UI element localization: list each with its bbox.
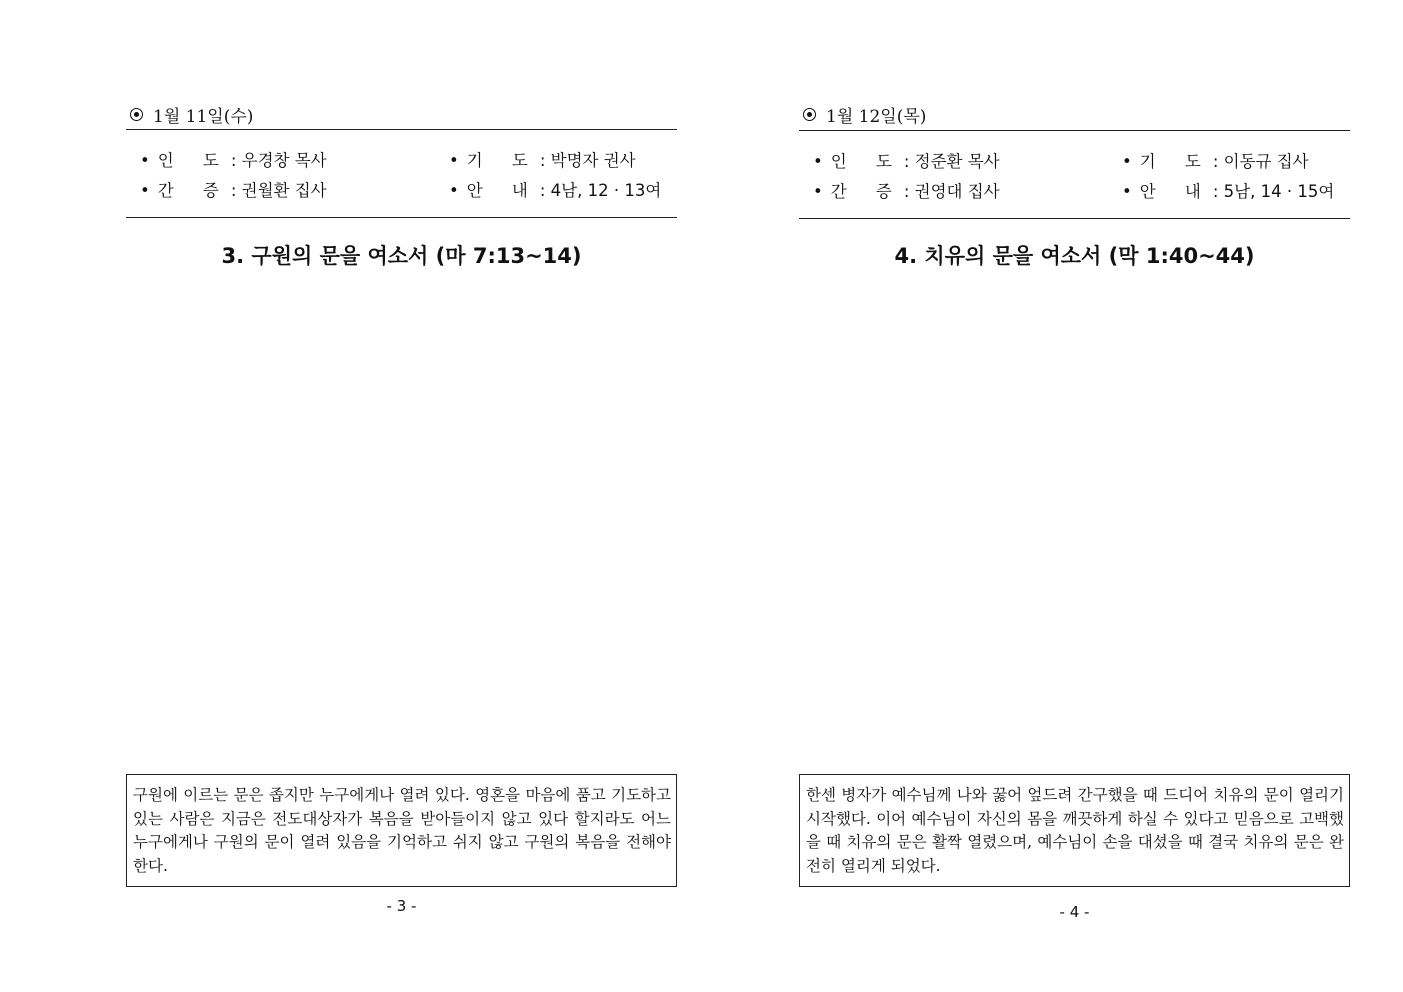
sermon-title: 3. 구원의 문을 여소서 (마 7:13~14) [221, 244, 582, 268]
sermon-title: 4. 치유의 문을 여소서 (막 1:40~44) [894, 244, 1255, 268]
page-left [126, 0, 677, 992]
summary-box: 구원에 이르는 문은 좁지만 누구에게나 열려 있다. 영혼을 마음에 품고 기도하고 있는 사람은 지금은 전도대상자가 복음을 받아들이지 않고 있다 할지라도 어느 누구에게나 구원의 문이 열려 있음을 기억하고 쉬지 않고 구원의 복음을 전해야한다. [126, 774, 677, 887]
dot-bullet-icon: • [449, 151, 459, 170]
info-lead: • 인 도: 정준환 목사 [813, 152, 1000, 171]
dot-bullet-icon: • [813, 152, 823, 171]
info-guide: • 안 내: 4남, 12 · 13여 [449, 181, 662, 200]
summary-box: 한센 병자가 예수님께 나와 꿇어 엎드려 간구했을 때 드디어 치유의 문이 열리기 시작했다. 이어 예수님이 자신의 몸을 깨끗하게 하실 수 있다고 믿음으로 고백했을 때 치유의 문은 활짝 열렸으며, 예수님이 손을 대셨을 때 결국 치유의 문은 완전히 열리게 되었다. [799, 774, 1350, 887]
dot-bullet-icon: • [140, 181, 150, 200]
page-right [799, 0, 1350, 992]
date-header [803, 102, 926, 127]
divider-bottom [126, 217, 677, 218]
info-prayer: • 기 도: 이동규 집사 [1122, 152, 1309, 171]
info-lead: • 인 도: 우경창 목사 [140, 151, 327, 170]
divider-top [799, 130, 1350, 131]
circle-bullet-icon [130, 108, 143, 121]
dot-bullet-icon: • [449, 181, 459, 200]
info-prayer: • 기 도: 박명자 권사 [449, 151, 636, 170]
divider-bottom [799, 218, 1350, 219]
circle-bullet-icon [803, 108, 816, 121]
date-header [130, 102, 253, 127]
info-testimony: • 간 증: 권월환 집사 [140, 181, 327, 200]
page-number: - 4 - [1059, 903, 1090, 921]
dot-bullet-icon: • [1122, 152, 1132, 171]
info-guide: • 안 내: 5남, 14 · 15여 [1122, 182, 1335, 201]
date-text: 1월 11일(수) [153, 107, 254, 127]
info-testimony: • 간 증: 권영대 집사 [813, 182, 1000, 201]
date-text: 1월 12일(목) [826, 107, 927, 127]
divider-top [126, 129, 677, 130]
dot-bullet-icon: • [1122, 182, 1132, 201]
dot-bullet-icon: • [813, 182, 823, 201]
dot-bullet-icon: • [140, 151, 150, 170]
page-number: - 3 - [386, 897, 417, 915]
